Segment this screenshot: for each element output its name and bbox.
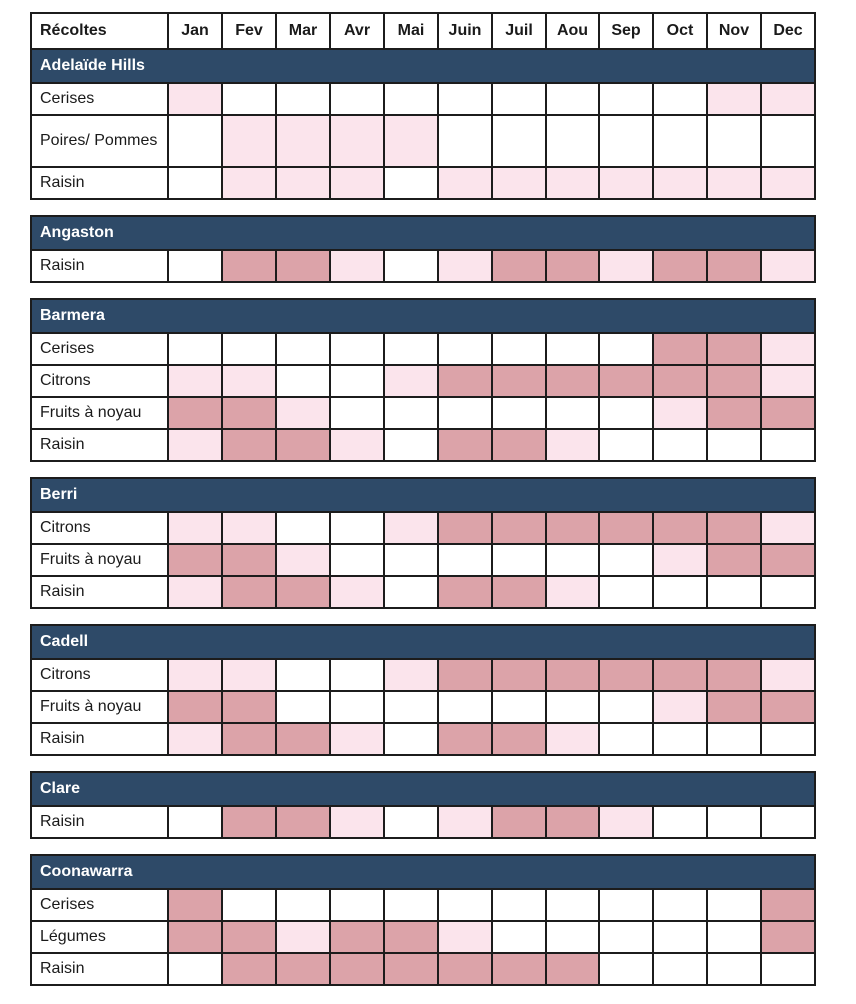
harvest-cell xyxy=(437,82,493,116)
harvest-cell xyxy=(167,428,223,462)
harvest-cell xyxy=(491,428,547,462)
harvest-cell xyxy=(598,114,654,168)
month-header: Dec xyxy=(760,12,816,50)
harvest-cell xyxy=(598,543,654,577)
harvest-cell xyxy=(329,114,385,168)
harvest-cell xyxy=(437,690,493,724)
crop-label: Citrons xyxy=(30,364,169,398)
harvest-cell xyxy=(437,658,493,692)
harvest-cell xyxy=(706,575,762,609)
harvest-cell xyxy=(598,511,654,545)
harvest-cell xyxy=(329,364,385,398)
harvest-cell xyxy=(167,511,223,545)
month-header: Mai xyxy=(383,12,439,50)
harvest-cell xyxy=(652,543,708,577)
harvest-cell xyxy=(167,805,223,839)
harvest-cell xyxy=(706,722,762,756)
harvest-cell xyxy=(329,690,385,724)
harvest-cell xyxy=(437,920,493,954)
harvest-cell xyxy=(275,364,331,398)
harvest-cell xyxy=(652,722,708,756)
harvest-cell xyxy=(760,920,816,954)
harvest-cell xyxy=(760,114,816,168)
harvest-cell xyxy=(437,952,493,986)
harvest-cell xyxy=(383,82,439,116)
harvest-cell xyxy=(167,332,223,366)
harvest-cell xyxy=(598,805,654,839)
crop-label: Fruits à noyau xyxy=(30,543,169,577)
harvest-cell xyxy=(221,166,277,200)
month-header: Aou xyxy=(545,12,600,50)
harvest-cell xyxy=(706,364,762,398)
harvest-cell xyxy=(221,249,277,283)
harvest-cell xyxy=(652,920,708,954)
month-header: Jan xyxy=(167,12,223,50)
harvest-cell xyxy=(760,364,816,398)
harvest-cell xyxy=(706,396,762,430)
harvest-cell xyxy=(329,396,385,430)
harvest-cell xyxy=(545,166,600,200)
harvest-cell xyxy=(329,920,385,954)
harvest-cell xyxy=(167,888,223,922)
harvest-cell xyxy=(437,364,493,398)
harvest-cell xyxy=(545,249,600,283)
harvest-cell xyxy=(545,364,600,398)
harvest-cell xyxy=(167,82,223,116)
harvest-cell xyxy=(383,543,439,577)
harvest-cell xyxy=(760,82,816,116)
harvest-cell xyxy=(437,249,493,283)
month-header: Mar xyxy=(275,12,331,50)
harvest-cell xyxy=(383,952,439,986)
harvest-cell xyxy=(167,952,223,986)
harvest-cell xyxy=(652,166,708,200)
harvest-cell xyxy=(760,690,816,724)
harvest-cell xyxy=(437,396,493,430)
crop-label: Cerises xyxy=(30,888,169,922)
harvest-cell xyxy=(383,364,439,398)
harvest-cell xyxy=(221,888,277,922)
harvest-cell xyxy=(652,428,708,462)
corner-header: Récoltes xyxy=(30,12,169,50)
harvest-cell xyxy=(598,166,654,200)
harvest-cell xyxy=(275,690,331,724)
harvest-cell xyxy=(491,249,547,283)
harvest-cell xyxy=(383,805,439,839)
harvest-cell xyxy=(383,511,439,545)
harvest-cell xyxy=(491,805,547,839)
month-header: Sep xyxy=(598,12,654,50)
harvest-cell xyxy=(652,575,708,609)
harvest-cell xyxy=(760,805,816,839)
harvest-cell xyxy=(491,166,547,200)
harvest-cell xyxy=(706,888,762,922)
harvest-cell xyxy=(706,805,762,839)
harvest-cell xyxy=(437,805,493,839)
harvest-cell xyxy=(545,805,600,839)
harvest-cell xyxy=(545,543,600,577)
region-header: Barmera xyxy=(30,298,816,334)
harvest-cell xyxy=(598,920,654,954)
harvest-cell xyxy=(652,82,708,116)
harvest-cell xyxy=(652,332,708,366)
crop-label: Fruits à noyau xyxy=(30,690,169,724)
harvest-cell xyxy=(706,82,762,116)
harvest-cell xyxy=(329,888,385,922)
harvest-cell xyxy=(760,396,816,430)
harvest-cell xyxy=(167,920,223,954)
harvest-cell xyxy=(491,396,547,430)
harvest-cell xyxy=(221,805,277,839)
harvest-cell xyxy=(329,428,385,462)
harvest-cell xyxy=(491,575,547,609)
harvest-cell xyxy=(167,396,223,430)
harvest-cell xyxy=(652,952,708,986)
harvest-cell xyxy=(760,575,816,609)
crop-label: Raisin xyxy=(30,166,169,200)
harvest-cell xyxy=(275,428,331,462)
harvest-cell xyxy=(706,543,762,577)
harvest-cell xyxy=(437,722,493,756)
harvest-cell xyxy=(491,82,547,116)
harvest-cell xyxy=(545,952,600,986)
crop-label: Raisin xyxy=(30,428,169,462)
harvest-cell xyxy=(221,658,277,692)
region-header: Berri xyxy=(30,477,816,513)
harvest-cell xyxy=(706,920,762,954)
harvest-cell xyxy=(598,722,654,756)
harvest-cell xyxy=(491,332,547,366)
harvest-cell xyxy=(545,82,600,116)
harvest-cell xyxy=(598,249,654,283)
crop-label: Citrons xyxy=(30,511,169,545)
harvest-cell xyxy=(329,575,385,609)
month-header: Fev xyxy=(221,12,277,50)
harvest-cell xyxy=(167,166,223,200)
harvest-cell xyxy=(545,658,600,692)
harvest-cell xyxy=(760,249,816,283)
harvest-cell xyxy=(491,920,547,954)
harvest-cell xyxy=(545,396,600,430)
harvest-cell xyxy=(221,396,277,430)
harvest-cell xyxy=(545,332,600,366)
harvest-cell xyxy=(383,332,439,366)
crop-label: Raisin xyxy=(30,249,169,283)
harvest-cell xyxy=(275,249,331,283)
harvest-cell xyxy=(706,249,762,283)
harvest-cell xyxy=(275,575,331,609)
crop-label: Cerises xyxy=(30,332,169,366)
harvest-cell xyxy=(275,82,331,116)
harvest-cell xyxy=(545,722,600,756)
harvest-cell xyxy=(652,658,708,692)
harvest-cell xyxy=(491,511,547,545)
harvest-cell xyxy=(706,428,762,462)
harvest-cell xyxy=(383,396,439,430)
harvest-cell xyxy=(275,920,331,954)
harvest-cell xyxy=(275,952,331,986)
harvest-cell xyxy=(760,722,816,756)
harvest-cell xyxy=(491,722,547,756)
harvest-cell xyxy=(329,166,385,200)
harvest-cell xyxy=(221,364,277,398)
harvest-cell xyxy=(383,166,439,200)
harvest-cell xyxy=(383,920,439,954)
harvest-cell xyxy=(167,114,223,168)
harvest-cell xyxy=(167,575,223,609)
harvest-cell xyxy=(167,543,223,577)
harvest-cell xyxy=(652,888,708,922)
crop-label: Poires/ Pommes xyxy=(30,114,169,168)
harvest-cell xyxy=(760,332,816,366)
harvest-cell xyxy=(437,166,493,200)
harvest-cell xyxy=(598,396,654,430)
harvest-cell xyxy=(383,428,439,462)
crop-label: Fruits à noyau xyxy=(30,396,169,430)
crop-label: Raisin xyxy=(30,952,169,986)
harvest-cell xyxy=(652,511,708,545)
month-header: Avr xyxy=(329,12,385,50)
harvest-cell xyxy=(598,658,654,692)
harvest-cell xyxy=(491,888,547,922)
harvest-cell xyxy=(437,428,493,462)
harvest-cell xyxy=(491,114,547,168)
harvest-cell xyxy=(275,166,331,200)
harvest-cell xyxy=(598,888,654,922)
harvest-cell xyxy=(706,690,762,724)
harvest-cell xyxy=(221,575,277,609)
harvest-cell xyxy=(329,543,385,577)
harvest-cell xyxy=(383,690,439,724)
harvest-cell xyxy=(760,658,816,692)
harvest-cell xyxy=(221,511,277,545)
harvest-cell xyxy=(275,658,331,692)
harvest-cell xyxy=(383,575,439,609)
crop-label: Raisin xyxy=(30,722,169,756)
harvest-cell xyxy=(329,722,385,756)
harvest-cell xyxy=(383,658,439,692)
harvest-cell xyxy=(652,249,708,283)
harvest-cell xyxy=(275,114,331,168)
harvest-cell xyxy=(437,888,493,922)
harvest-cell xyxy=(275,805,331,839)
harvest-cell xyxy=(652,364,708,398)
harvest-cell xyxy=(706,658,762,692)
harvest-cell xyxy=(760,543,816,577)
month-header: Oct xyxy=(652,12,708,50)
harvest-cell xyxy=(652,690,708,724)
harvest-cell xyxy=(221,332,277,366)
harvest-cell xyxy=(221,114,277,168)
harvest-cell xyxy=(437,332,493,366)
harvest-cell xyxy=(167,690,223,724)
harvest-cell xyxy=(329,511,385,545)
harvest-cell xyxy=(760,166,816,200)
harvest-cell xyxy=(221,428,277,462)
harvest-cell xyxy=(491,690,547,724)
harvest-cell xyxy=(491,543,547,577)
harvest-cell xyxy=(221,920,277,954)
harvest-cell xyxy=(329,332,385,366)
harvest-cell xyxy=(545,690,600,724)
month-header: Juil xyxy=(491,12,547,50)
harvest-cell xyxy=(221,82,277,116)
harvest-cell xyxy=(706,952,762,986)
region-header: Cadell xyxy=(30,624,816,660)
harvest-cell xyxy=(598,575,654,609)
harvest-cell xyxy=(760,952,816,986)
harvest-cell xyxy=(545,575,600,609)
harvest-cell xyxy=(275,332,331,366)
harvest-cell xyxy=(491,952,547,986)
harvest-cell xyxy=(167,364,223,398)
harvest-cell xyxy=(706,511,762,545)
harvest-cell xyxy=(275,888,331,922)
harvest-cell xyxy=(221,952,277,986)
harvest-cell xyxy=(491,364,547,398)
harvest-cell xyxy=(545,920,600,954)
month-header: Juin xyxy=(437,12,493,50)
harvest-cell xyxy=(383,888,439,922)
crop-label: Citrons xyxy=(30,658,169,692)
harvest-cell xyxy=(221,543,277,577)
harvest-cell xyxy=(275,396,331,430)
harvest-cell xyxy=(275,722,331,756)
harvest-cell xyxy=(760,511,816,545)
harvest-cell xyxy=(167,722,223,756)
harvest-cell xyxy=(706,114,762,168)
harvest-cell xyxy=(652,114,708,168)
crop-label: Raisin xyxy=(30,805,169,839)
harvest-cell xyxy=(329,249,385,283)
harvest-cell xyxy=(706,332,762,366)
harvest-cell xyxy=(383,249,439,283)
harvest-cell xyxy=(221,690,277,724)
harvest-cell xyxy=(545,511,600,545)
harvest-cell xyxy=(652,805,708,839)
harvest-cell xyxy=(598,690,654,724)
harvest-cell xyxy=(437,114,493,168)
region-header: Angaston xyxy=(30,215,816,251)
harvest-cell xyxy=(545,114,600,168)
harvest-cell xyxy=(329,952,385,986)
harvest-cell xyxy=(329,82,385,116)
harvest-cell xyxy=(598,332,654,366)
harvest-cell xyxy=(437,511,493,545)
harvest-cell xyxy=(598,428,654,462)
harvest-cell xyxy=(598,952,654,986)
harvest-cell xyxy=(437,575,493,609)
month-header: Nov xyxy=(706,12,762,50)
harvest-cell xyxy=(598,364,654,398)
harvest-cell xyxy=(329,658,385,692)
harvest-cell xyxy=(383,114,439,168)
harvest-cell xyxy=(545,888,600,922)
harvest-cell xyxy=(275,543,331,577)
harvest-cell xyxy=(167,658,223,692)
harvest-cell xyxy=(652,396,708,430)
region-header: Coonawarra xyxy=(30,854,816,890)
harvest-cell xyxy=(760,428,816,462)
harvest-cell xyxy=(275,511,331,545)
crop-label: Légumes xyxy=(30,920,169,954)
harvest-cell xyxy=(545,428,600,462)
harvest-cell xyxy=(329,805,385,839)
harvest-cell xyxy=(760,888,816,922)
region-header: Clare xyxy=(30,771,816,807)
harvest-cell xyxy=(598,82,654,116)
harvest-cell xyxy=(383,722,439,756)
harvest-cell xyxy=(491,658,547,692)
harvest-cell xyxy=(167,249,223,283)
harvest-cell xyxy=(437,543,493,577)
harvest-cell xyxy=(706,166,762,200)
crop-label: Cerises xyxy=(30,82,169,116)
harvest-cell xyxy=(221,722,277,756)
region-header: Adelaïde Hills xyxy=(30,48,816,84)
crop-label: Raisin xyxy=(30,575,169,609)
